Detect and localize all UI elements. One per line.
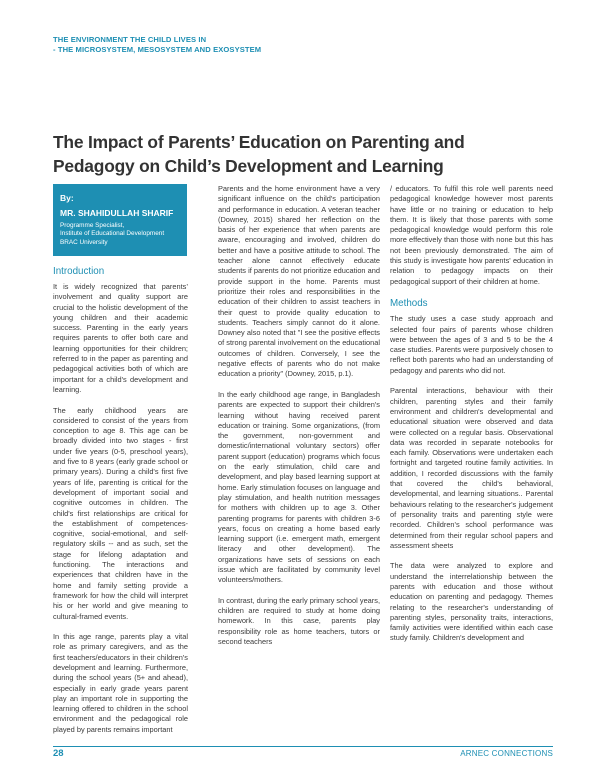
- methods-heading: Methods: [390, 298, 428, 310]
- paragraph: In the early childhood age range, in Bangladesh parents are expected to support their children's learning without having received parent education or training. Some organizations, (from the government, non-government and domestic/international voluntary sectors) offer parent support (education) programs which focus on the early stimulation, child care and development, and play based learning support at home. Early stimulation focuses on language and play stimulation, and health nutrition messages for mothers with children up to age 3. Other parenting programs for parents with children 3-6 years, focus on creating a home based early learning support (i.e. emergent math, emergent literacy and other development). The organizations have sets of sessions on each issue which are facilitated by community level volunteers/mothers.: [218, 389, 380, 585]
- paragraph: In this age range, parents play a vital role as primary caregivers, and as the first teachers/educators in their children's development and learning. Furthermore, during the school years (5+ and ahead), especially in early grade years parent play an important role in supporting the learning offered to children in the school environment and the pedagogical role played by parents remains important: [53, 632, 188, 734]
- author-university: BRAC University: [60, 238, 108, 246]
- article-title: [53, 130, 553, 178]
- introduction-heading: Introduction: [53, 266, 105, 277]
- author-box: [53, 184, 187, 256]
- running-head: [53, 35, 261, 55]
- paragraph: In contrast, during the early primary school years, children are required to study at home doing homework. In this case, parents play responsibility role as home teachers, tutors or second teachers: [218, 595, 380, 647]
- paragraph: Parental interactions, behaviour with their children, parenting styles and their family environment and children's developmental and educational situation were observed and data were collected on a regular basis. Observational data was recorded in separate notebooks for each family. Observations were undertaken each fortnight and targeted routine family activities. In addition, I recorded discussions with the family that covered the child's behavioral, developmental, and learning situations.. Parental behaviours relating to the researcher's judgement of personality traits and parenting style were recorded. Children's school performance was determined from their regular school papers and assessment sheets: [390, 386, 553, 550]
- column-1: [53, 265, 188, 745]
- paragraph: The study uses a case study approach and selected four pairs of parents whose children were between the ages of 3 and 5 to be the 4 case studies. Parents were purposively chosen to reflect both parents who had an understanding of pedagogy and parents who did not.: [390, 314, 553, 375]
- paragraph: / educators. To fulfil this role well parents need pedagogical knowledge however most parents have little or no training or education to help them. It is likely that those parents with some pedagogical knowledge would perform this role more effectively than those with none but this has not been previously demonstrated. The aim of this study is investigate how parents' education in relation to pedagogy impacts on their pedagogical support of their children at home.: [390, 184, 553, 286]
- paragraph: Parents and the home environment have a very significant influence on the child's participation and performance in education. A veteran teacher (Downey, 2015) shared her reflection on the basis of her experience that when parents are aware, encouraging and involved, children do better and have a positive attitude to school. The teacher alone cannot effectively educate students if parents do not prioritize education and provide support in the home. Parents must prioritize their roles and responsibilities in the education of their children to assist teachers in their quest to provide quality education to students. Teachers simply cannot do it alone. Downey also noted that "I see the positive effects of strong parental involvement on the educational outcomes of children. Conversely, I see the negative effects of parents who do not make education a priority" (Downey, 2015, p.1).: [218, 184, 380, 379]
- author-name: MR. SHAHIDULLAH SHARIF: [60, 208, 174, 218]
- paragraph: The early childhood years are considered to consist of the years from conception to age 8. This age can be broadly divided into two stages - first under five years (0-5, preschool years), and five to 8 years (early grade school or primary years). During a child's first five years of life, parenting is critical for the development of important social and cognitive outcomes in children. The child's first relationships are critical for the establishment of competences- cognitive, social-emotional, and self-regulatory skills -- and as such, set the stage for lifelong adaptation and functioning. The interactions and experiences that children have in the home and family setting provide a framework for how the child will interpret his or her world and give meaning to cultural-framed events.: [53, 405, 188, 621]
- paragraph: It is widely recognized that parents’ involvement and quality support are crucial to the holistic development of the young children and their academic success. Parenting in the early years requires parents to offer both care and learning opportunities for their children; referred to in the paper as parenting and pedagogical activities both of which are important for a child's development and learning.: [53, 282, 188, 394]
- paragraph: The data were analyzed to explore and understand the interrelationship between the parents with education and those without education on parenting and pedagogy. Themes relating to the researcher's understanding of parenting styles, personality traits, interactions, family activities were identified within each case study family. Children's development and: [390, 561, 553, 643]
- column-3: [390, 184, 553, 654]
- publication-name: ARNEC CONNECTIONS: [460, 749, 553, 758]
- author-affiliation: [60, 222, 187, 247]
- author-institute: Institute of Educational Development: [60, 230, 165, 238]
- page-number: 28: [53, 748, 64, 759]
- author-by-label: By:: [60, 193, 74, 203]
- article-title-line-2: Pedagogy on Child’s Development and Learning: [53, 156, 444, 176]
- running-head-line-1: THE ENVIRONMENT THE CHILD LIVES IN: [53, 35, 207, 44]
- author-role: Programme Specialist,: [60, 222, 125, 229]
- footer-divider: [53, 746, 553, 747]
- running-head-line-2: - THE MICROSYSTEM, MESOSYSTEM AND EXOSYSTEM: [53, 45, 262, 54]
- article-title-line-1: The Impact of Parents’ Education on Parenting and: [53, 132, 465, 152]
- column-2: [218, 184, 380, 658]
